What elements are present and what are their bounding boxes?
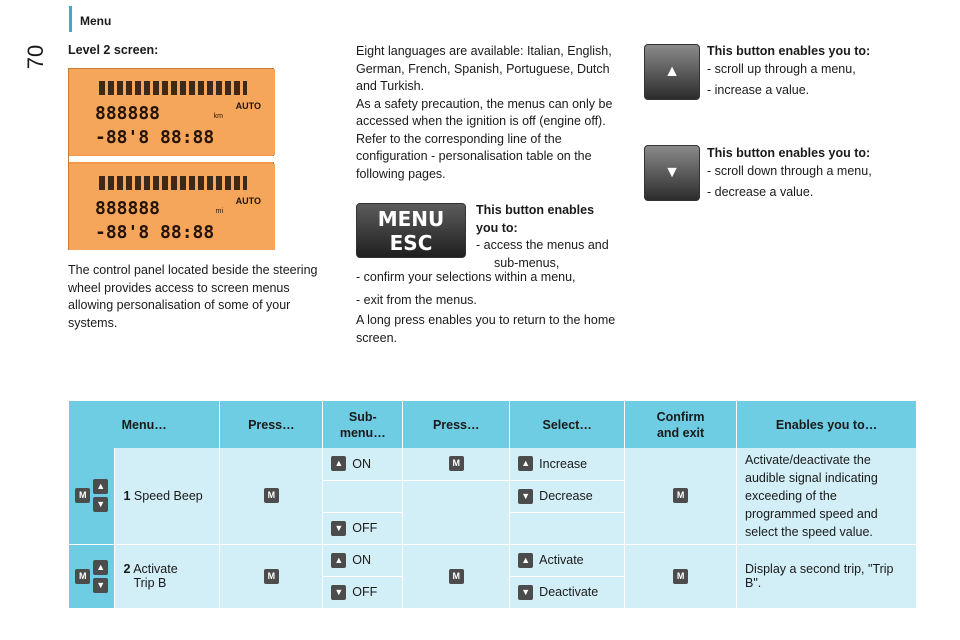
submenu-cell-empty bbox=[323, 480, 403, 512]
submenu-off: OFF bbox=[352, 585, 378, 599]
enables-cell: Activate/deactivate the audible signal indicating exceeding of the programmed speed and select the speed value. bbox=[737, 448, 917, 544]
press-cell-empty bbox=[403, 480, 510, 544]
m-key-icon: M bbox=[75, 569, 90, 584]
up-key-icon: ▲ bbox=[93, 479, 108, 494]
enables-cell: Display a second trip, "Trip B". bbox=[737, 544, 917, 608]
menu-button-description bbox=[476, 202, 636, 272]
up-key-icon: ▲ bbox=[518, 456, 533, 471]
menu-item-cell bbox=[115, 448, 220, 544]
menu-table bbox=[69, 401, 917, 609]
table-row bbox=[69, 544, 917, 576]
menu-label-1: Activate bbox=[133, 562, 178, 576]
select-increase: Increase bbox=[539, 456, 588, 471]
submenu-cell bbox=[323, 448, 403, 480]
col-confirm bbox=[625, 401, 737, 448]
lcd-time-row: -88'8 88:88 bbox=[95, 127, 215, 148]
menu-item-3: - exit from the menus. bbox=[356, 292, 477, 307]
section-accent-bar bbox=[69, 6, 72, 32]
m-key-icon: M bbox=[673, 488, 688, 503]
instrument-display-image bbox=[68, 68, 274, 250]
lcd-odometer: 888888 bbox=[95, 198, 161, 219]
lcd-screen-km bbox=[69, 69, 275, 155]
col-confirm-label: Confirm and exit bbox=[656, 409, 705, 440]
menu-item-1b: sub-menus, bbox=[494, 255, 560, 270]
submenu-cell bbox=[323, 576, 403, 608]
info-paragraph bbox=[356, 43, 628, 183]
confirm-cell bbox=[625, 448, 737, 544]
lcd-unit-mi: mi bbox=[215, 208, 223, 215]
col-submenu bbox=[323, 401, 403, 448]
long-press-text: A long press enables you to return to the home screen. bbox=[356, 313, 616, 345]
down-key-icon: ▼ bbox=[518, 489, 533, 504]
submenu-off: OFF bbox=[352, 521, 378, 535]
col-press-1: Press… bbox=[220, 401, 323, 448]
lcd-auto-label: AUTO bbox=[235, 196, 261, 206]
up-key-icon: ▲ bbox=[93, 560, 108, 575]
down-item-1: - scroll down through a menu, bbox=[707, 163, 872, 178]
menu-esc-button-image bbox=[356, 203, 466, 258]
select-cell bbox=[510, 448, 625, 480]
lcd-separator bbox=[69, 156, 275, 162]
page-number: 70 bbox=[23, 44, 49, 70]
select-cell bbox=[510, 480, 625, 512]
menu-button-list bbox=[356, 269, 636, 309]
menu-item-cell bbox=[115, 544, 220, 608]
menu-keys-cell bbox=[69, 544, 115, 608]
select-decrease: Decrease bbox=[539, 489, 593, 503]
menu-keys-cell bbox=[69, 448, 115, 544]
menu-label-2: Trip B bbox=[133, 576, 167, 590]
esc-label: ESC bbox=[389, 231, 433, 255]
menu-number: 2 bbox=[123, 562, 131, 576]
col-press-2: Press… bbox=[403, 401, 510, 448]
menu-number: 1 bbox=[123, 488, 131, 503]
up-item-2: - increase a value. bbox=[707, 83, 810, 97]
confirm-cell bbox=[625, 544, 737, 608]
down-key-icon: ▼ bbox=[331, 585, 346, 600]
m-key-icon: M bbox=[673, 569, 688, 584]
press-cell bbox=[403, 544, 510, 608]
press-cell bbox=[220, 448, 323, 544]
safety-text: As a safety precaution, the menus can only be accessed when the ignition is off (engine off). Refer to the corresponding line of the configuration - personalisation table on the following pages. bbox=[356, 96, 613, 181]
submenu-cell bbox=[323, 512, 403, 544]
select-cell bbox=[510, 544, 625, 576]
section-title: Menu bbox=[80, 14, 112, 28]
submenu-on: ON bbox=[352, 456, 372, 471]
intro-paragraph: The control panel located beside the steering wheel provides access to screen menus allowing personalisation of some of your systems. bbox=[68, 263, 318, 330]
col-submenu-label: Sub- menu… bbox=[339, 409, 386, 440]
m-key-icon: M bbox=[449, 569, 464, 584]
submenu-cell bbox=[323, 544, 403, 576]
press-cell bbox=[220, 544, 323, 608]
m-key-icon: M bbox=[264, 488, 279, 503]
down-key-icon: ▼ bbox=[93, 578, 108, 593]
lcd-unit-km: km bbox=[213, 113, 223, 120]
chevron-down-icon: ▼ bbox=[664, 164, 680, 181]
lcd-time-row: -88'8 88:88 bbox=[95, 222, 215, 243]
submenu-on: ON bbox=[352, 553, 372, 567]
scroll-up-button-image bbox=[644, 44, 700, 100]
m-key-icon: M bbox=[264, 569, 279, 584]
select-deactivate: Deactivate bbox=[539, 585, 599, 599]
col-enables: Enables you to… bbox=[737, 401, 917, 448]
m-key-icon: M bbox=[75, 488, 90, 503]
level2-heading: Level 2 screen: bbox=[68, 43, 159, 57]
table-row bbox=[69, 448, 917, 480]
up-key-icon: ▲ bbox=[331, 456, 346, 471]
up-key-icon: ▲ bbox=[518, 553, 533, 568]
press-cell bbox=[403, 448, 510, 480]
up-heading: This button enables you to: bbox=[707, 44, 871, 58]
select-cell-empty bbox=[510, 512, 625, 544]
down-heading: This button enables you to: bbox=[707, 146, 871, 160]
col-menu: Menu… bbox=[69, 401, 220, 448]
scroll-down-button-image bbox=[644, 145, 700, 201]
lcd-segment-bar bbox=[99, 81, 247, 95]
menu-label: Speed Beep bbox=[133, 488, 203, 503]
chevron-up-icon: ▲ bbox=[664, 63, 680, 80]
table-header-row bbox=[69, 401, 917, 448]
down-button-description bbox=[707, 145, 927, 202]
up-button-description bbox=[707, 43, 927, 100]
up-item-1: - scroll up through a menu, bbox=[707, 61, 856, 76]
menu-heading-1: This button enables bbox=[476, 203, 595, 217]
select-cell bbox=[510, 576, 625, 608]
lcd-auto-label: AUTO bbox=[235, 101, 261, 111]
lcd-segment-bar bbox=[99, 176, 247, 190]
col-select: Select… bbox=[510, 401, 625, 448]
down-key-icon: ▼ bbox=[331, 521, 346, 536]
menu-heading-2: you to: bbox=[476, 220, 518, 235]
down-key-icon: ▼ bbox=[518, 585, 533, 600]
menu-label: MENU bbox=[377, 207, 445, 231]
lcd-screen-mi bbox=[69, 164, 275, 250]
menu-item-2: - confirm your selections within a menu, bbox=[356, 270, 576, 284]
select-activate: Activate bbox=[539, 553, 584, 567]
down-key-icon: ▼ bbox=[93, 497, 108, 512]
up-key-icon: ▲ bbox=[331, 553, 346, 568]
down-item-2: - decrease a value. bbox=[707, 185, 814, 199]
m-key-icon: M bbox=[449, 456, 464, 471]
languages-text: Eight languages are available: Italian, English, German, French, Spanish, Portuguese, Dutch and Turkish. bbox=[356, 44, 612, 93]
menu-item-1a: - access the menus and bbox=[476, 238, 609, 252]
lcd-odometer: 888888 bbox=[95, 103, 161, 124]
